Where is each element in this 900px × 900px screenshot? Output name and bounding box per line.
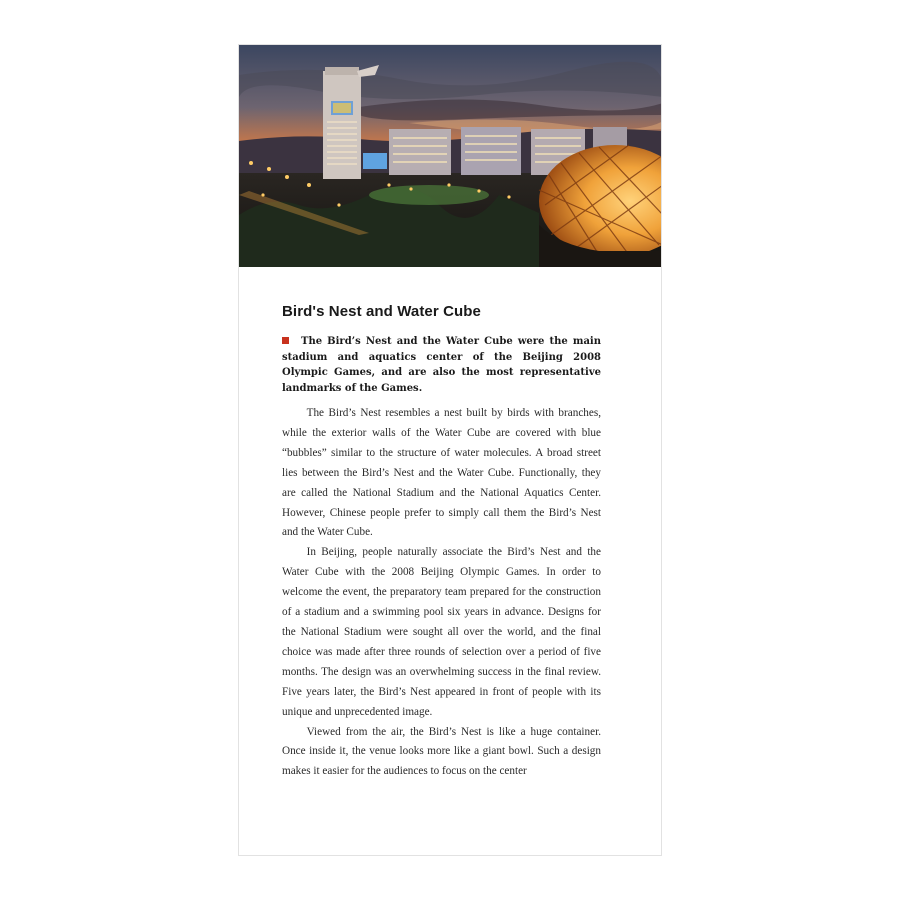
article-lead-text: The Bird’s Nest and the Water Cube were the main stadium and aquatics center of the Beijing 2008 Olympic Games, and are also the most representative landmarks of the Games. <box>282 336 601 394</box>
hero-photo <box>239 45 662 267</box>
article <box>282 303 601 782</box>
article-paragraph-2: In Beijing, people naturally associate the Bird’s Nest and the Water Cube with the 2008 Beijing Olympic Games. In order to welcome the event, the preparatory team prepared for the construction of a stadium and a swimming pool six years in advance. Designs for the National Stadium were sought all over the world, and the final choice was made after three rounds of selection over a period of five months. The design was an overwhelming success in the final review. Five years later, the Bird’s Nest appeared in front of people with its unique and unprecedented image. <box>282 546 601 718</box>
article-title: Bird's Nest and Water Cube <box>282 303 481 320</box>
book-page <box>238 44 662 856</box>
article-paragraph-1: The Bird’s Nest resembles a nest built by birds with branches, while the exterior walls of the Water Cube are covered with blue “bubbles” similar to the structure of water molecules. A broad street lies between the Bird’s Nest and the Water Cube. Functionally, they are called the National Stadium and the National Aquatics Center. However, Chinese people prefer to simply call them the Bird’s Nest and the Water Cube. <box>282 407 601 539</box>
article-lead <box>282 334 601 396</box>
article-paragraph-3: Viewed from the air, the Bird’s Nest is like a huge container. Once inside it, the venue looks more like a giant bowl. Such a design makes it easier for the audiences to focus on the center <box>282 725 601 778</box>
bullet-square-icon <box>282 337 289 344</box>
